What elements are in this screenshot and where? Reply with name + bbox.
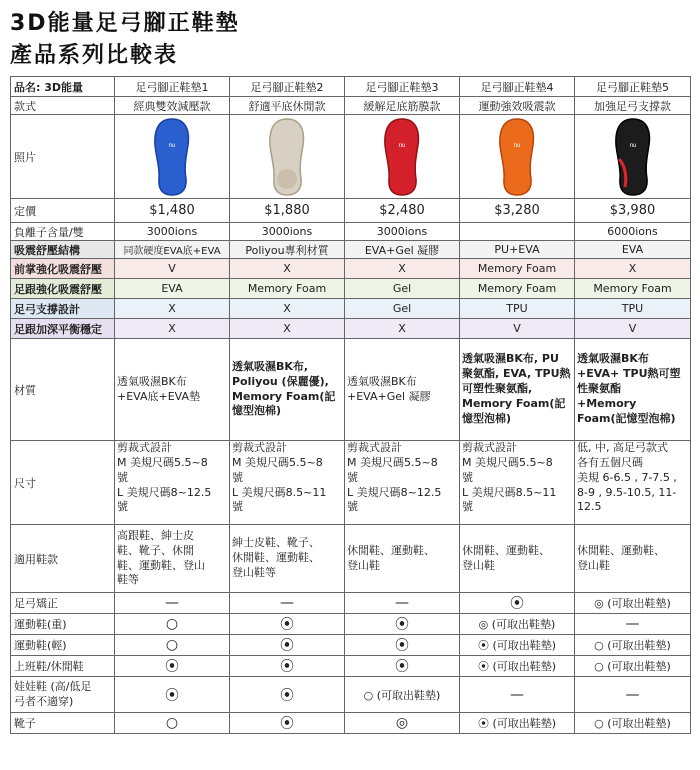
insole-image-1 <box>150 117 194 197</box>
price-cell: $3,280 <box>460 199 575 223</box>
row-label: 吸震舒壓結構 <box>11 241 115 259</box>
row-label: 材質 <box>11 339 115 441</box>
row-label: 定價 <box>11 199 115 223</box>
suit-cell: ⦿ (可取出鞋墊) <box>460 635 575 656</box>
suit-cell: — <box>230 593 345 614</box>
row-label: 足弓支撐設計 <box>11 299 115 319</box>
style-cell: 經典雙效減壓款 <box>115 97 230 115</box>
ion-cell <box>460 223 575 241</box>
product-name: 足弓腳正鞋墊1 <box>115 77 230 97</box>
row-label: 足弓矯正 <box>11 593 115 614</box>
insole-image-5 <box>611 117 655 197</box>
header-row <box>11 77 691 97</box>
size-cell: 剪裁式設計 M 美規尺碼5.5~8 號 L 美規尺碼8~12.5 號 <box>115 441 230 525</box>
page-title: 3D能量足弓腳正鞋墊 <box>10 11 240 36</box>
structure-cell: EVA+Gel 凝膠 <box>345 241 460 259</box>
suit-cell: ○ <box>115 713 230 734</box>
row-label: 照片 <box>11 115 115 199</box>
heel-cell: Memory Foam <box>575 279 691 299</box>
shoes-cell: 休閒鞋、運動鞋、 登山鞋 <box>345 525 460 593</box>
suit-cell: — <box>575 614 691 635</box>
arch-cell: X <box>115 299 230 319</box>
arch-cell: TPU <box>575 299 691 319</box>
forefoot-cell: V <box>115 259 230 279</box>
shoes-row <box>11 525 691 593</box>
suit-row <box>11 677 691 713</box>
balance-cell: V <box>460 319 575 339</box>
balance-row <box>11 319 691 339</box>
suit-cell: ○ (可取出鞋墊) <box>575 713 691 734</box>
balance-cell: X <box>230 319 345 339</box>
suit-cell: ⦿ <box>230 614 345 635</box>
arch-cell: TPU <box>460 299 575 319</box>
price-row <box>11 199 691 223</box>
style-cell: 緩解足底筋膜款 <box>345 97 460 115</box>
row-label: 運動鞋(輕) <box>11 635 115 656</box>
suit-cell: ⦿ <box>345 635 460 656</box>
arch-cell: Gel <box>345 299 460 319</box>
shoes-cell: 休閒鞋、運動鞋、 登山鞋 <box>460 525 575 593</box>
material-row <box>11 339 691 441</box>
heel-cell: Gel <box>345 279 460 299</box>
forefoot-cell: X <box>345 259 460 279</box>
size-cell: 剪裁式設計 M 美規尺碼5.5~8 號 L 美規尺碼8.5~11 號 <box>460 441 575 525</box>
insole-photo <box>575 115 691 199</box>
page-subtitle: 產品系列比較表 <box>10 43 179 68</box>
insole-photo <box>460 115 575 199</box>
svg-text:nu: nu <box>398 142 406 149</box>
size-cell: 剪裁式設計 M 美規尺碼5.5~8 號 L 美規尺碼8~12.5 號 <box>345 441 460 525</box>
price-cell: $1,880 <box>230 199 345 223</box>
style-cell: 舒適平底休閒款 <box>230 97 345 115</box>
price-cell: $3,980 <box>575 199 691 223</box>
header-label: 品名: 3D能量 <box>11 77 115 97</box>
material-cell: 透氣吸濕BK布, Poliyou (保麗優), Memory Foam(記 憶型泡棉) <box>230 339 345 441</box>
row-label: 前掌強化吸震舒壓 <box>11 259 115 279</box>
suit-cell: ⦿ <box>230 677 345 713</box>
row-label: 足跟強化吸震舒壓 <box>11 279 115 299</box>
product-name: 足弓腳正鞋墊3 <box>345 77 460 97</box>
structure-cell: 同款硬度EVA底+EVA <box>115 241 230 259</box>
product-name: 足弓腳正鞋墊5 <box>575 77 691 97</box>
style-row <box>11 97 691 115</box>
insole-image-4 <box>495 117 539 197</box>
suit-cell: ⦿ (可取出鞋墊) <box>460 713 575 734</box>
suit-cell: ⦿ <box>345 656 460 677</box>
suit-cell: ⦿ <box>230 656 345 677</box>
suit-cell: ○ (可取出鞋墊) <box>345 677 460 713</box>
suit-cell: ◎ (可取出鞋墊) <box>460 614 575 635</box>
insole-photo <box>115 115 230 199</box>
row-label: 靴子 <box>11 713 115 734</box>
insole-photo <box>345 115 460 199</box>
material-cell: 透氣吸濕BK布 +EVA底+EVA墊 <box>115 339 230 441</box>
balance-cell: X <box>345 319 460 339</box>
heel-row <box>11 279 691 299</box>
suit-cell: ⦿ <box>345 614 460 635</box>
suit-row <box>11 656 691 677</box>
suit-cell: ⦿ <box>230 635 345 656</box>
size-cell: 低, 中, 高足弓款式 各有五個尺碼 美規 6-6.5 , 7-7.5 , 8-9 , 9.5-10.5, 11- 12.5 <box>575 441 691 525</box>
ion-row <box>11 223 691 241</box>
suit-row <box>11 635 691 656</box>
suit-cell: — <box>460 677 575 713</box>
forefoot-row <box>11 259 691 279</box>
ion-cell: 3000ions <box>115 223 230 241</box>
product-name: 足弓腳正鞋墊2 <box>230 77 345 97</box>
material-cell: 透氣吸濕BK布 +EVA+Gel 凝膠 <box>345 339 460 441</box>
suit-cell: ◎ <box>345 713 460 734</box>
size-row <box>11 441 691 525</box>
svg-text:nu: nu <box>629 142 636 149</box>
suit-cell: — <box>115 593 230 614</box>
suit-cell: ⦿ (可取出鞋墊) <box>460 656 575 677</box>
suit-cell: ⦿ <box>460 593 575 614</box>
suit-row <box>11 713 691 734</box>
price-cell: $1,480 <box>115 199 230 223</box>
row-label: 足跟加深平衡穩定 <box>11 319 115 339</box>
row-label: 負離子含量/雙 <box>11 223 115 241</box>
structure-cell: PU+EVA <box>460 241 575 259</box>
comparison-table <box>10 76 691 734</box>
heel-cell: Memory Foam <box>230 279 345 299</box>
product-name: 足弓腳正鞋墊4 <box>460 77 575 97</box>
forefoot-cell: X <box>230 259 345 279</box>
style-cell: 運動強效吸震款 <box>460 97 575 115</box>
size-cell: 剪裁式設計 M 美規尺碼5.5~8 號 L 美規尺碼8.5~11 號 <box>230 441 345 525</box>
suit-cell: ○ (可取出鞋墊) <box>575 635 691 656</box>
insole-image-2 <box>265 117 309 197</box>
arch-cell: X <box>230 299 345 319</box>
forefoot-cell: X <box>575 259 691 279</box>
shoes-cell: 休閒鞋、運動鞋、 登山鞋 <box>575 525 691 593</box>
photo-row <box>11 115 691 199</box>
suit-cell: ⦿ <box>115 677 230 713</box>
style-cell: 加強足弓支撐款 <box>575 97 691 115</box>
row-label: 尺寸 <box>11 441 115 525</box>
ion-cell: 3000ions <box>230 223 345 241</box>
ion-cell: 6000ions <box>575 223 691 241</box>
suit-cell: ⦿ <box>230 713 345 734</box>
suit-row <box>11 614 691 635</box>
suit-cell: — <box>345 593 460 614</box>
shoes-cell: 紳士皮鞋、靴子、 休閒鞋、運動鞋、 登山鞋等 <box>230 525 345 593</box>
svg-text:nu: nu <box>168 142 176 149</box>
heel-cell: Memory Foam <box>460 279 575 299</box>
suit-cell: ⦿ <box>115 656 230 677</box>
row-label: 款式 <box>11 97 115 115</box>
material-cell: 透氣吸濕BK布, PU 聚氨酯, EVA, TPU熱 可塑性聚氨酯, Memory Foam(記 憶型泡棉) <box>460 339 575 441</box>
row-label: 運動鞋(重) <box>11 614 115 635</box>
balance-cell: X <box>115 319 230 339</box>
structure-cell: EVA <box>575 241 691 259</box>
insole-image-3 <box>380 117 424 197</box>
suit-cell: ◎ (可取出鞋墊) <box>575 593 691 614</box>
structure-row <box>11 241 691 259</box>
row-label: 上班鞋/休閒鞋 <box>11 656 115 677</box>
suit-row <box>11 593 691 614</box>
forefoot-cell: Memory Foam <box>460 259 575 279</box>
ion-cell: 3000ions <box>345 223 460 241</box>
row-label: 娃娃鞋 (高/低足 弓者不適穿) <box>11 677 115 713</box>
suit-cell: ○ <box>115 614 230 635</box>
svg-text:nu: nu <box>513 142 521 149</box>
suit-cell: ○ <box>115 635 230 656</box>
balance-cell: V <box>575 319 691 339</box>
arch-row <box>11 299 691 319</box>
row-label: 適用鞋款 <box>11 525 115 593</box>
insole-photo <box>230 115 345 199</box>
price-cell: $2,480 <box>345 199 460 223</box>
material-cell: 透氣吸濕BK布 +EVA+ TPU熱可塑 性聚氨酯 +Memory Foam(記憶型泡棉) <box>575 339 691 441</box>
suit-cell: — <box>575 677 691 713</box>
structure-cell: Poliyou專利材質 <box>230 241 345 259</box>
shoes-cell: 高跟鞋、紳士皮 鞋、靴子、休閒 鞋、運動鞋、登山 鞋等 <box>115 525 230 593</box>
heel-cell: EVA <box>115 279 230 299</box>
suit-cell: ○ (可取出鞋墊) <box>575 656 691 677</box>
